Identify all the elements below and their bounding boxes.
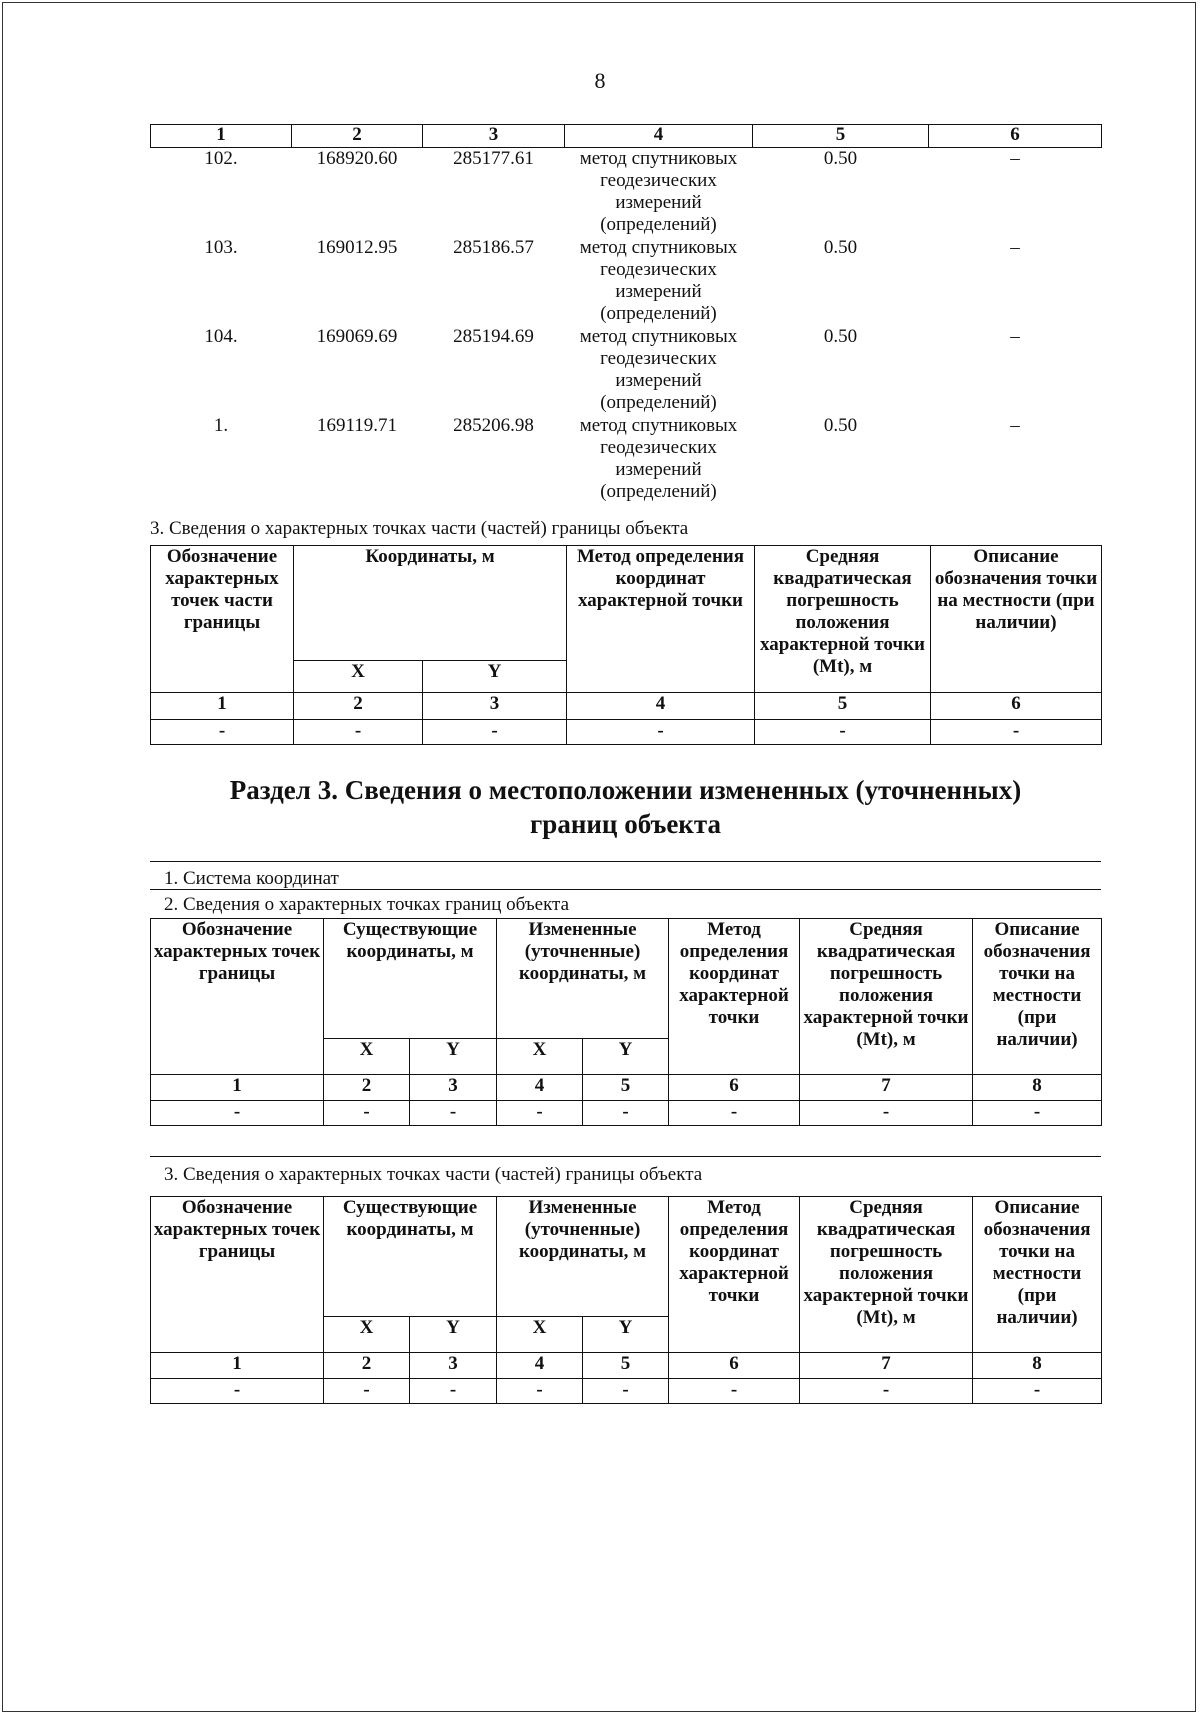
col-number: 4 <box>497 1353 583 1379</box>
description: – <box>1010 148 1020 169</box>
method: метод спутниковых геодезических измерений (определений) <box>579 148 738 235</box>
boundary-caption: 2. Сведения о характерных точках границ объекта <box>164 894 570 915</box>
table-row <box>151 1101 1102 1126</box>
header-col-5: 5 <box>753 125 929 148</box>
table-row <box>151 415 1102 504</box>
method: метод спутниковых геодезических измерений (определений) <box>579 326 738 413</box>
header-col-2: 2 <box>292 125 423 148</box>
section-3-title <box>150 773 1101 841</box>
header-changed: Измененные (уточненные) координаты, м <box>497 1197 669 1317</box>
header-col-4: 4 <box>565 125 753 148</box>
table-number-row <box>151 693 1102 720</box>
parts-boundary-table <box>150 545 1102 745</box>
point-id: 104. <box>204 326 238 347</box>
empty-cell: - <box>755 720 931 745</box>
empty-cell: - <box>497 1379 583 1404</box>
col-number: 3 <box>423 693 567 720</box>
empty-cell: - <box>583 1101 669 1126</box>
coord-x: 169012.95 <box>316 237 398 258</box>
col-number: 3 <box>410 1353 497 1379</box>
coordinates-table-continued <box>150 124 1102 504</box>
empty-cell: - <box>324 1101 410 1126</box>
header-x: X <box>497 1039 583 1075</box>
header-description: Описание обозначения точки на местности (при наличии) <box>973 919 1102 1075</box>
table-row <box>151 237 1102 326</box>
empty-cell: - <box>294 720 423 745</box>
header-method: Метод определения координат характерной точки <box>669 919 800 1075</box>
coord-x: 169069.69 <box>316 326 398 347</box>
empty-cell: - <box>800 1379 973 1404</box>
header-col-3: 3 <box>423 125 565 148</box>
coord-y: 285206.98 <box>453 415 534 436</box>
col-number: 1 <box>151 693 294 720</box>
col-number: 3 <box>410 1075 497 1101</box>
header-y: Y <box>410 1039 497 1075</box>
header-mt: Средняя квадратическая погрешность положения характерной точки (Mt), м <box>800 919 973 1075</box>
header-point: Обозначение характерных точек части границы <box>151 546 294 693</box>
empty-cell: - <box>497 1101 583 1126</box>
mt-value: 0.50 <box>823 148 858 169</box>
mt-value: 0.50 <box>823 415 858 436</box>
col-number: 2 <box>324 1353 410 1379</box>
col-number: 1 <box>151 1353 324 1379</box>
empty-cell: - <box>800 1101 973 1126</box>
coord-y: 285194.69 <box>453 326 534 347</box>
mt-value: 0.50 <box>823 237 858 258</box>
header-mt: Средняя квадратическая погрешность положения характерной точки (Mt), м <box>800 1197 973 1353</box>
empty-cell: - <box>151 1101 324 1126</box>
header-existing: Существующие координаты, м <box>324 919 497 1039</box>
header-description: Описание обозначения точки на местности (при наличии) <box>973 1197 1102 1353</box>
empty-cell: - <box>931 720 1102 745</box>
col-number: 5 <box>583 1353 669 1379</box>
rule-line <box>150 861 1101 862</box>
parts-caption-section3: 3. Сведения о характерных точках части (частей) границы объекта <box>164 1164 703 1185</box>
table-row <box>151 720 1102 745</box>
col-number: 8 <box>973 1353 1102 1379</box>
coord-y: 285177.61 <box>453 148 534 169</box>
page-number: 8 <box>594 68 606 93</box>
empty-cell: - <box>151 720 294 745</box>
empty-cell: - <box>410 1101 497 1126</box>
description: – <box>1010 415 1020 436</box>
header-x: X <box>324 1317 410 1353</box>
description: – <box>1010 326 1020 347</box>
col-number: 7 <box>800 1353 973 1379</box>
coord-x: 168920.60 <box>316 148 398 169</box>
table-header-row <box>151 125 1102 148</box>
point-id: 1. <box>213 415 229 436</box>
col-number: 2 <box>294 693 423 720</box>
header-y: Y <box>423 661 567 693</box>
header-changed: Измененные (уточненные) координаты, м <box>497 919 669 1039</box>
col-number: 6 <box>669 1353 800 1379</box>
method: метод спутниковых геодезических измерений (определений) <box>579 237 738 324</box>
header-method: Метод определения координат характерной точки <box>567 546 755 693</box>
empty-cell: - <box>669 1379 800 1404</box>
col-number: 1 <box>151 1075 324 1101</box>
point-id: 102. <box>204 148 238 169</box>
col-number: 4 <box>567 693 755 720</box>
description: – <box>1010 237 1020 258</box>
header-col-6: 6 <box>929 125 1102 148</box>
parts-caption: 3. Сведения о характерных точках части (частей) границы объекта <box>150 518 689 539</box>
header-y: Y <box>410 1317 497 1353</box>
header-existing: Существующие координаты, м <box>324 1197 497 1317</box>
col-number: 2 <box>324 1075 410 1101</box>
section-title-line: Раздел 3. Сведения о местоположении измененных (уточненных) <box>229 775 1022 805</box>
header-method: Метод определения координат характерной точки <box>669 1197 800 1353</box>
rule-line <box>150 889 1101 890</box>
header-mt: Средняя квадратическая погрешность положения характерной точки (Mt), м <box>755 546 931 693</box>
empty-cell: - <box>151 1379 324 1404</box>
table-row <box>151 326 1102 415</box>
method: метод спутниковых геодезических измерений (определений) <box>579 415 738 502</box>
header-point: Обозначение характерных точек границы <box>151 1197 324 1353</box>
col-number: 5 <box>755 693 931 720</box>
header-point: Обозначение характерных точек границы <box>151 919 324 1075</box>
empty-cell: - <box>324 1379 410 1404</box>
header-x: X <box>497 1317 583 1353</box>
table-number-row <box>151 1075 1102 1101</box>
empty-cell: - <box>973 1101 1102 1126</box>
changed-boundary-table <box>150 918 1102 1126</box>
changed-parts-table <box>150 1196 1102 1404</box>
col-number: 4 <box>497 1075 583 1101</box>
empty-cell: - <box>583 1379 669 1404</box>
table-number-row <box>151 1353 1102 1379</box>
header-x: X <box>294 661 423 693</box>
col-number: 5 <box>583 1075 669 1101</box>
empty-cell: - <box>973 1379 1102 1404</box>
empty-cell: - <box>669 1101 800 1126</box>
header-x: X <box>324 1039 410 1075</box>
header-y: Y <box>583 1039 669 1075</box>
col-number: 7 <box>800 1075 973 1101</box>
coord-system-label: 1. Система координат <box>164 868 339 889</box>
table-row <box>151 148 1102 238</box>
rule-line <box>150 1156 1101 1157</box>
coord-y: 285186.57 <box>453 237 534 258</box>
header-y: Y <box>583 1317 669 1353</box>
col-number: 6 <box>669 1075 800 1101</box>
header-coords: Координаты, м <box>294 546 567 661</box>
col-number: 6 <box>931 693 1102 720</box>
header-col-1: 1 <box>151 125 292 148</box>
header-description: Описание обозначения точки на местности (при наличии) <box>931 546 1102 693</box>
point-id: 103. <box>204 237 238 258</box>
coord-x: 169119.71 <box>316 415 398 436</box>
empty-cell: - <box>410 1379 497 1404</box>
section-title-line: границ объекта <box>530 809 721 839</box>
col-number: 8 <box>973 1075 1102 1101</box>
empty-cell: - <box>567 720 755 745</box>
empty-cell: - <box>423 720 567 745</box>
mt-value: 0.50 <box>823 326 858 347</box>
table-row <box>151 1379 1102 1404</box>
